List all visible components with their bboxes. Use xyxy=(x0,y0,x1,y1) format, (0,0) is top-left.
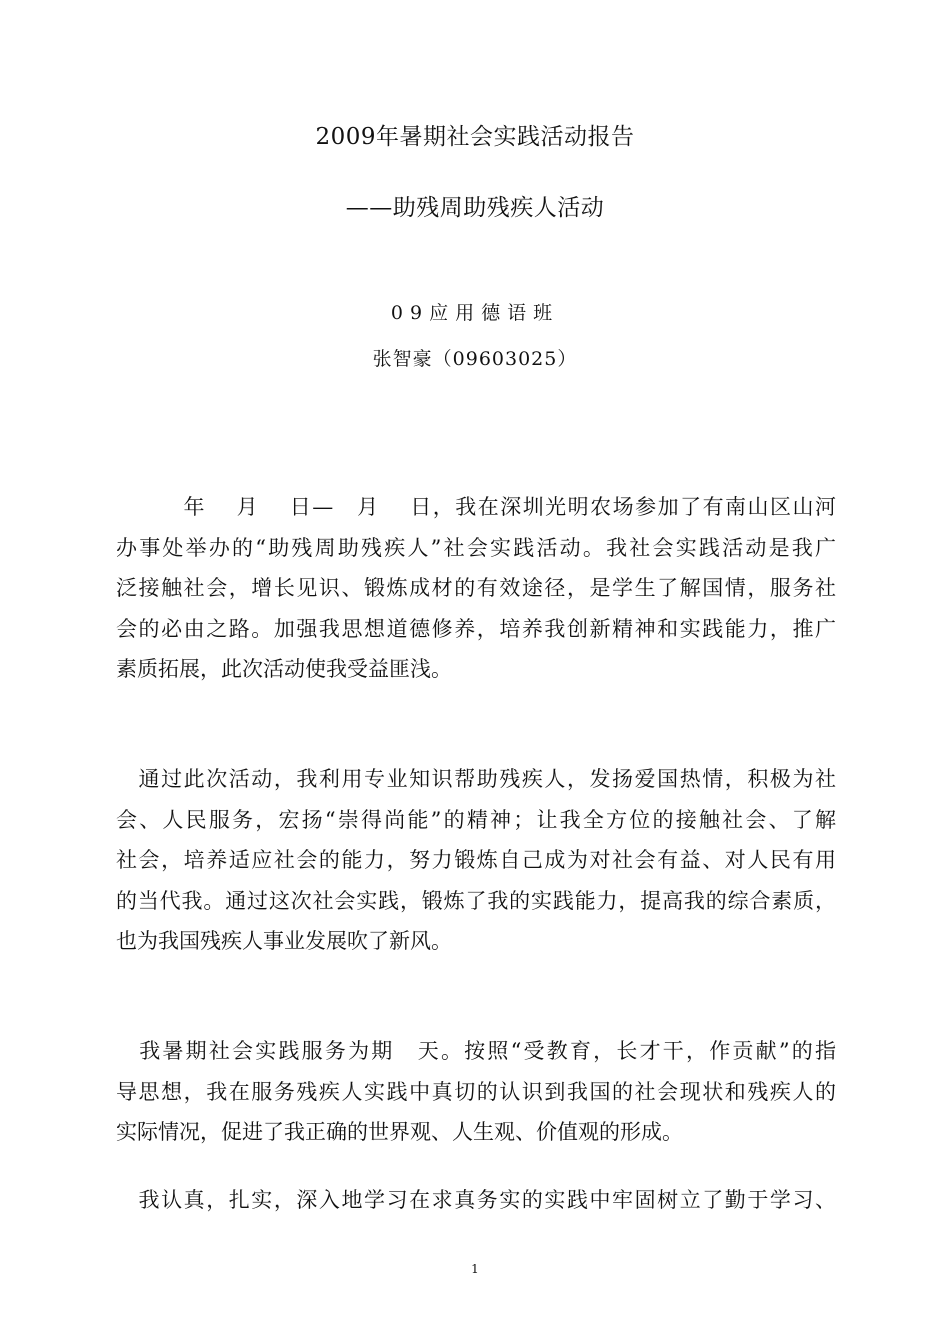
paragraph-line: 也为我国残疾人事业发展吹了新风。 xyxy=(116,929,452,953)
paragraph-line: 的当代我。通过这次社会实践，锻炼了我的实践能力，提高我的综合素质， xyxy=(116,888,836,913)
paragraph-1 xyxy=(116,487,836,690)
paragraph-line: 通过此次活动，我利用专业知识帮助残疾人，发扬爱国热情，积极为社 xyxy=(116,767,836,791)
paragraph-line: 办事处举办的“助残周助残疾人”社会实践活动。我社会实践活动是我广 xyxy=(116,535,836,560)
paragraph-line: 导思想，我在服务残疾人实践中真切的认识到我国的社会现状和残疾人的 xyxy=(116,1079,836,1104)
paragraph-line: 素质拓展，此次活动使我受益匪浅。 xyxy=(116,657,452,681)
class-name: 09应用德语班 xyxy=(390,302,560,324)
paragraph-line: 我暑期社会实践服务为期 天。按照“受教育，长才干，作贡献”的指 xyxy=(116,1039,836,1063)
paragraph-line: 会的必由之路。加强我思想道德修养，培养我创新精神和实践能力，推广 xyxy=(116,616,836,641)
author-name: 张智豪（09603025） xyxy=(372,348,578,370)
paragraph-line: 社会，培养适应社会的能力，努力锻炼自己成为对社会有益、对人民有用 xyxy=(116,848,836,872)
paragraph-line: 会、人民服务，宏扬“崇得尚能”的精神；让我全方位的接触社会、了解 xyxy=(116,807,836,832)
paragraph-4 xyxy=(116,1180,836,1221)
document-title: 2009年暑期社会实践活动报告 xyxy=(315,124,635,150)
page-number: 1 xyxy=(471,1262,479,1276)
paragraph-line: 年 月 日— 月 日，我在深圳光明农场参加了有南山区山河 xyxy=(116,495,836,519)
paragraph-line: 泛接触社会，增长见识、锻炼成材的有效途径，是学生了解国情，服务社 xyxy=(116,576,836,600)
document-subtitle: ——助残周助残疾人活动 xyxy=(345,195,605,221)
paragraph-2 xyxy=(116,759,836,962)
paragraph-line: 我认真，扎实，深入地学习在求真务实的实践中牢固树立了勤于学习、 xyxy=(116,1188,836,1212)
paragraph-line: 实际情况，促进了我正确的世界观、人生观、价值观的形成。 xyxy=(116,1120,683,1144)
paragraph-3 xyxy=(116,1031,836,1153)
